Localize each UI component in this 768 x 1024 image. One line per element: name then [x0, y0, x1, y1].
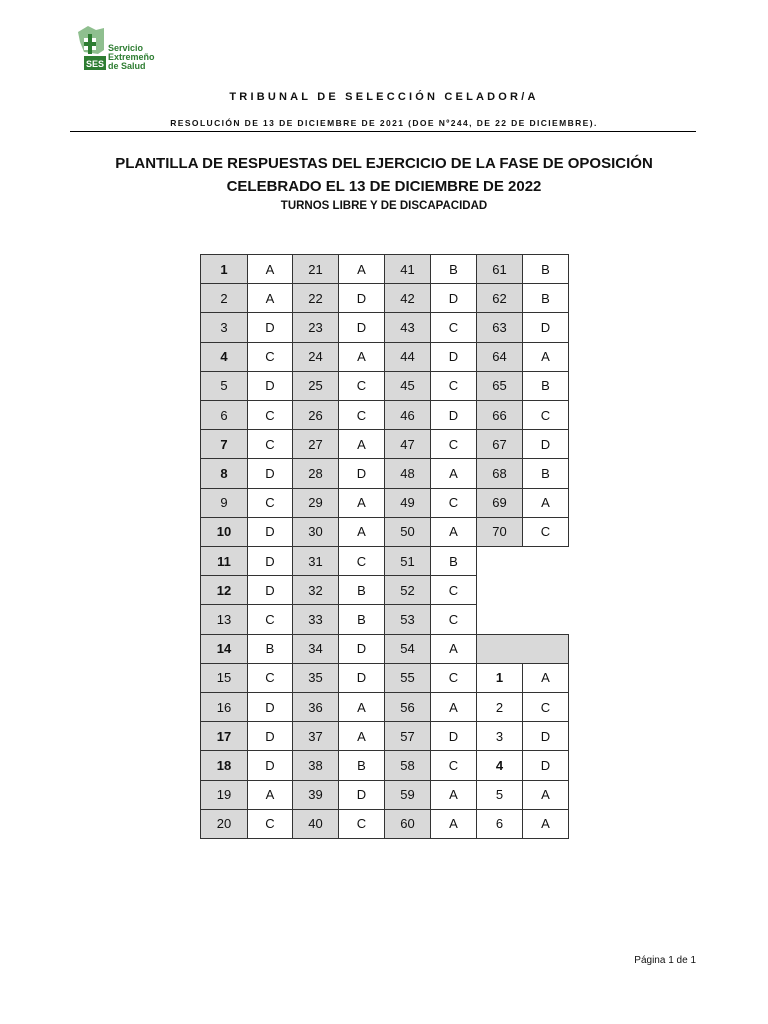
question-number: 45: [384, 371, 431, 401]
question-number: 9: [200, 488, 248, 518]
question-number: 57: [384, 721, 431, 751]
question-number: 70: [476, 517, 523, 547]
question-number: 21: [292, 254, 339, 284]
answer-letter: C: [338, 371, 385, 401]
answer-letter: D: [247, 371, 293, 401]
answer-letter: C: [338, 546, 385, 576]
answer-letter: D: [247, 721, 293, 751]
tribunal-heading: TRIBUNAL DE SELECCIÓN CELADOR/A: [229, 91, 539, 103]
answer-letter: A: [430, 809, 477, 839]
answer-letter: A: [247, 780, 293, 810]
answer-letter: D: [247, 546, 293, 576]
answer-letter: D: [430, 721, 477, 751]
answer-letter: A: [338, 692, 385, 722]
question-number: 17: [200, 721, 248, 751]
question-number: 4: [200, 342, 248, 372]
question-number: 41: [384, 254, 431, 284]
reserve-question-number: 4: [476, 750, 523, 780]
question-number: 23: [292, 312, 339, 342]
answer-letter: A: [338, 342, 385, 372]
question-number: 3: [200, 312, 248, 342]
answer-letter: D: [338, 458, 385, 488]
answer-letter: B: [522, 254, 569, 284]
org-name-line: Servicio: [108, 43, 144, 53]
question-number: 69: [476, 488, 523, 518]
answer-letter: C: [522, 517, 569, 547]
question-number: 43: [384, 312, 431, 342]
question-number: 67: [476, 429, 523, 459]
question-number: 32: [292, 575, 339, 605]
answer-letter: D: [247, 692, 293, 722]
question-number: 2: [200, 283, 248, 313]
question-number: 14: [200, 634, 248, 664]
answer-letter: C: [430, 488, 477, 518]
answer-letter: C: [247, 663, 293, 693]
answer-letter: B: [338, 575, 385, 605]
question-number: 52: [384, 575, 431, 605]
reserve-question-number: 1: [476, 663, 523, 693]
question-number: 16: [200, 692, 248, 722]
answer-letter: C: [430, 663, 477, 693]
question-number: 42: [384, 283, 431, 313]
question-number: 60: [384, 809, 431, 839]
question-number: 34: [292, 634, 339, 664]
reserve-answer-letter: C: [522, 692, 569, 722]
reserve-answer-letter: A: [522, 663, 569, 693]
question-number: 39: [292, 780, 339, 810]
question-number: 47: [384, 429, 431, 459]
resolution-line: RESOLUCIÓN DE 13 DE DICIEMBRE DE 2021 (DOE Nº244, DE 22 DE DICIEMBRE).: [170, 118, 598, 128]
question-number: 37: [292, 721, 339, 751]
question-number: 50: [384, 517, 431, 547]
question-number: 30: [292, 517, 339, 547]
answer-grid: [200, 254, 568, 840]
question-number: 49: [384, 488, 431, 518]
question-number: 13: [200, 604, 248, 634]
answer-letter: D: [522, 312, 569, 342]
answer-letter: D: [430, 283, 477, 313]
answer-letter: C: [247, 429, 293, 459]
reserve-answer-letter: D: [522, 721, 569, 751]
question-number: 56: [384, 692, 431, 722]
question-number: 51: [384, 546, 431, 576]
question-number: 8: [200, 458, 248, 488]
question-number: 48: [384, 458, 431, 488]
question-number: 35: [292, 663, 339, 693]
answer-letter: A: [338, 517, 385, 547]
question-number: 12: [200, 575, 248, 605]
question-number: 18: [200, 750, 248, 780]
question-number: 55: [384, 663, 431, 693]
question-number: 24: [292, 342, 339, 372]
answer-letter: C: [430, 750, 477, 780]
answer-letter: A: [522, 342, 569, 372]
question-number: 66: [476, 400, 523, 430]
svg-text:SES: SES: [85, 59, 105, 69]
answer-letter: B: [430, 546, 477, 576]
answer-letter: C: [430, 429, 477, 459]
answer-letter: D: [338, 780, 385, 810]
question-number: 10: [200, 517, 248, 547]
answer-letter: C: [247, 342, 293, 372]
answer-letter: A: [430, 458, 477, 488]
question-number: 68: [476, 458, 523, 488]
answer-letter: A: [338, 429, 385, 459]
question-number: 44: [384, 342, 431, 372]
answer-letter: A: [430, 692, 477, 722]
answer-letter: A: [247, 283, 293, 313]
reserve-question-number: 2: [476, 692, 523, 722]
question-number: 27: [292, 429, 339, 459]
reserve-question-number: 5: [476, 780, 523, 810]
answer-letter: C: [430, 371, 477, 401]
question-number: 40: [292, 809, 339, 839]
answer-letter: C: [338, 400, 385, 430]
question-number: 63: [476, 312, 523, 342]
answer-letter: D: [247, 517, 293, 547]
answer-letter: A: [430, 634, 477, 664]
org-name: [108, 44, 155, 71]
answer-letter: B: [247, 634, 293, 664]
page-title: PLANTILLA DE RESPUESTAS DEL EJERCICIO DE LA FASE DE OPOSICIÓN: [115, 155, 653, 172]
question-number: 36: [292, 692, 339, 722]
reserve-question-number: 3: [476, 721, 523, 751]
page-number: Página 1 de 1: [634, 955, 696, 966]
answer-letter: B: [522, 283, 569, 313]
answer-letter: D: [430, 400, 477, 430]
answer-letter: B: [522, 458, 569, 488]
question-number: 7: [200, 429, 248, 459]
answer-letter: C: [247, 488, 293, 518]
question-number: 25: [292, 371, 339, 401]
answer-letter: B: [522, 371, 569, 401]
question-number: 54: [384, 634, 431, 664]
answer-letter: A: [430, 780, 477, 810]
org-name-line: Extremeño: [108, 52, 155, 62]
answer-letter: C: [430, 604, 477, 634]
question-number: 61: [476, 254, 523, 284]
question-number: 64: [476, 342, 523, 372]
answer-letter: D: [247, 312, 293, 342]
answer-letter: D: [247, 458, 293, 488]
answer-letter: B: [338, 604, 385, 634]
answer-letter: A: [338, 721, 385, 751]
question-number: 19: [200, 780, 248, 810]
org-name-line: de Salud: [108, 61, 146, 71]
answer-letter: A: [522, 488, 569, 518]
question-number: 5: [200, 371, 248, 401]
reserve-answer-letter: A: [522, 780, 569, 810]
answer-letter: A: [338, 254, 385, 284]
reserve-answer-letter: A: [522, 809, 569, 839]
answer-letter: D: [247, 750, 293, 780]
question-number: 6: [200, 400, 248, 430]
question-number: 38: [292, 750, 339, 780]
answer-letter: C: [430, 312, 477, 342]
question-number: 53: [384, 604, 431, 634]
answer-letter: D: [338, 283, 385, 313]
question-number: 59: [384, 780, 431, 810]
answer-letter: D: [522, 429, 569, 459]
question-number: 1: [200, 254, 248, 284]
answer-letter: C: [247, 400, 293, 430]
question-number: 26: [292, 400, 339, 430]
answer-letter: C: [338, 809, 385, 839]
answer-letter: C: [430, 575, 477, 605]
answer-letter: C: [247, 809, 293, 839]
answer-letter: A: [338, 488, 385, 518]
answer-letter: D: [338, 634, 385, 664]
answer-letter: B: [430, 254, 477, 284]
question-number: 28: [292, 458, 339, 488]
question-number: 22: [292, 283, 339, 313]
question-number: 20: [200, 809, 248, 839]
reserve-header: [476, 634, 569, 664]
answer-letter: D: [247, 575, 293, 605]
question-number: 46: [384, 400, 431, 430]
answer-letter: C: [522, 400, 569, 430]
answer-letter: D: [338, 312, 385, 342]
page-subtitle: TURNOS LIBRE Y DE DISCAPACIDAD: [280, 200, 488, 212]
question-number: 31: [292, 546, 339, 576]
answer-letter: A: [430, 517, 477, 547]
answer-letter: B: [338, 750, 385, 780]
question-number: 33: [292, 604, 339, 634]
question-number: 62: [476, 283, 523, 313]
question-number: 29: [292, 488, 339, 518]
reserve-question-number: 6: [476, 809, 523, 839]
answer-letter: D: [430, 342, 477, 372]
question-number: 15: [200, 663, 248, 693]
question-number: 58: [384, 750, 431, 780]
page-title-date: CELEBRADO EL 13 DE DICIEMBRE DE 2022: [226, 178, 542, 195]
question-number: 11: [200, 546, 248, 576]
answer-letter: A: [247, 254, 293, 284]
answer-letter: D: [338, 663, 385, 693]
reserve-answer-letter: D: [522, 750, 569, 780]
answer-letter: C: [247, 604, 293, 634]
question-number: 65: [476, 371, 523, 401]
header-divider: [70, 131, 696, 132]
